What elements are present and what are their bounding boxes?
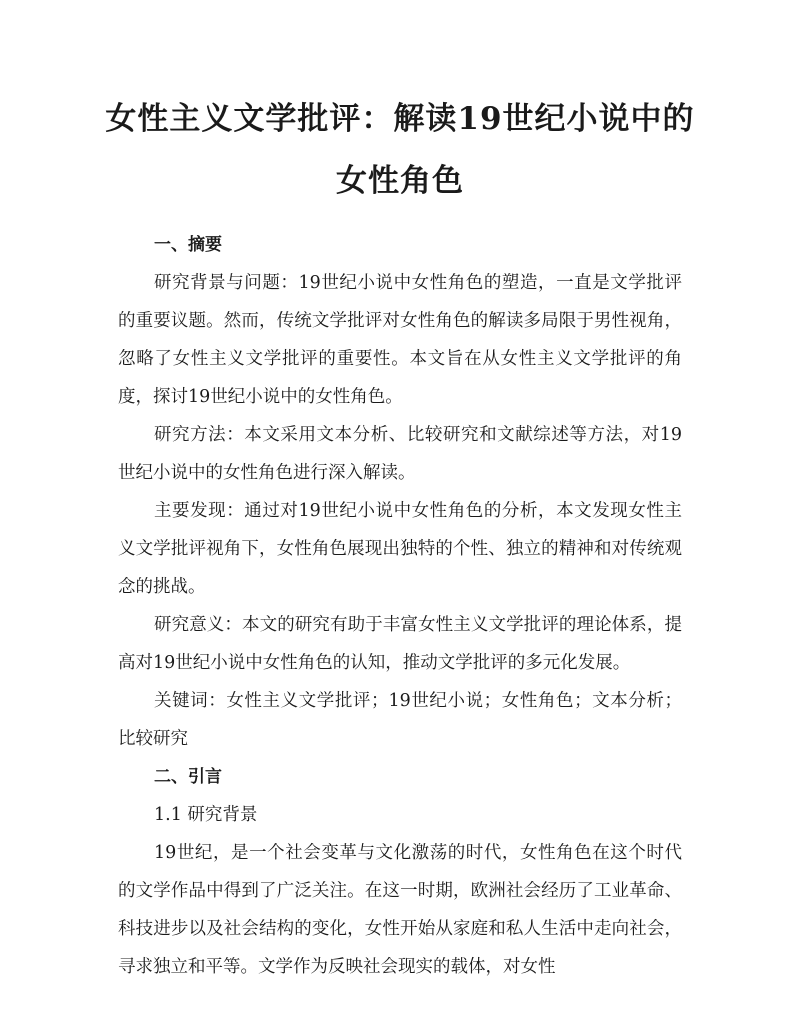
section-heading-introduction: 二、引言 — [154, 767, 222, 787]
document-title: 女性主义文学批评：解读19世纪小说中的女性角色 — [105, 101, 695, 199]
paragraph: 主要发现：通过对19世纪小说中女性角色的分析，本文发现女性主义文学批评视角下，女性角色展现出独特的个性、独立的精神和对传统观念的挑战。 — [118, 501, 682, 597]
section-heading-abstract: 一、摘要 — [154, 235, 222, 255]
keywords-paragraph: 关键词：女性主义文学批评；19世纪小说；女性角色；文本分析；比较研究 — [118, 691, 682, 749]
paragraph: 研究意义：本文的研究有助于丰富女性主义文学批评的理论体系，提高对19世纪小说中女性角色的认知，推动文学批评的多元化发展。 — [118, 615, 682, 673]
paragraph: 研究方法：本文采用文本分析、比较研究和文献综述等方法，对19世纪小说中的女性角色进行深入解读。 — [118, 425, 682, 483]
paragraph: 研究背景与问题：19世纪小说中女性角色的塑造，一直是文学批评的重要议题。然而，传统文学批评对女性角色的解读多局限于男性视角，忽略了女性主义文学批评的重要性。本文旨在从女性主义文学批评的角度，探讨19世纪小说中的女性角色。 — [118, 273, 682, 407]
paragraph: 19世纪，是一个社会变革与文化激荡的时代，女性角色在这个时代的文学作品中得到了广泛关注。在这一时期，欧洲社会经历了工业革命、科技进步以及社会结构的变化，女性开始从家庭和私人生活中走向社会，寻求独立和平等。文学作为反映社会现实的载体，对女性 — [118, 843, 682, 977]
subsection-heading: 1.1 研究背景 — [154, 805, 258, 825]
